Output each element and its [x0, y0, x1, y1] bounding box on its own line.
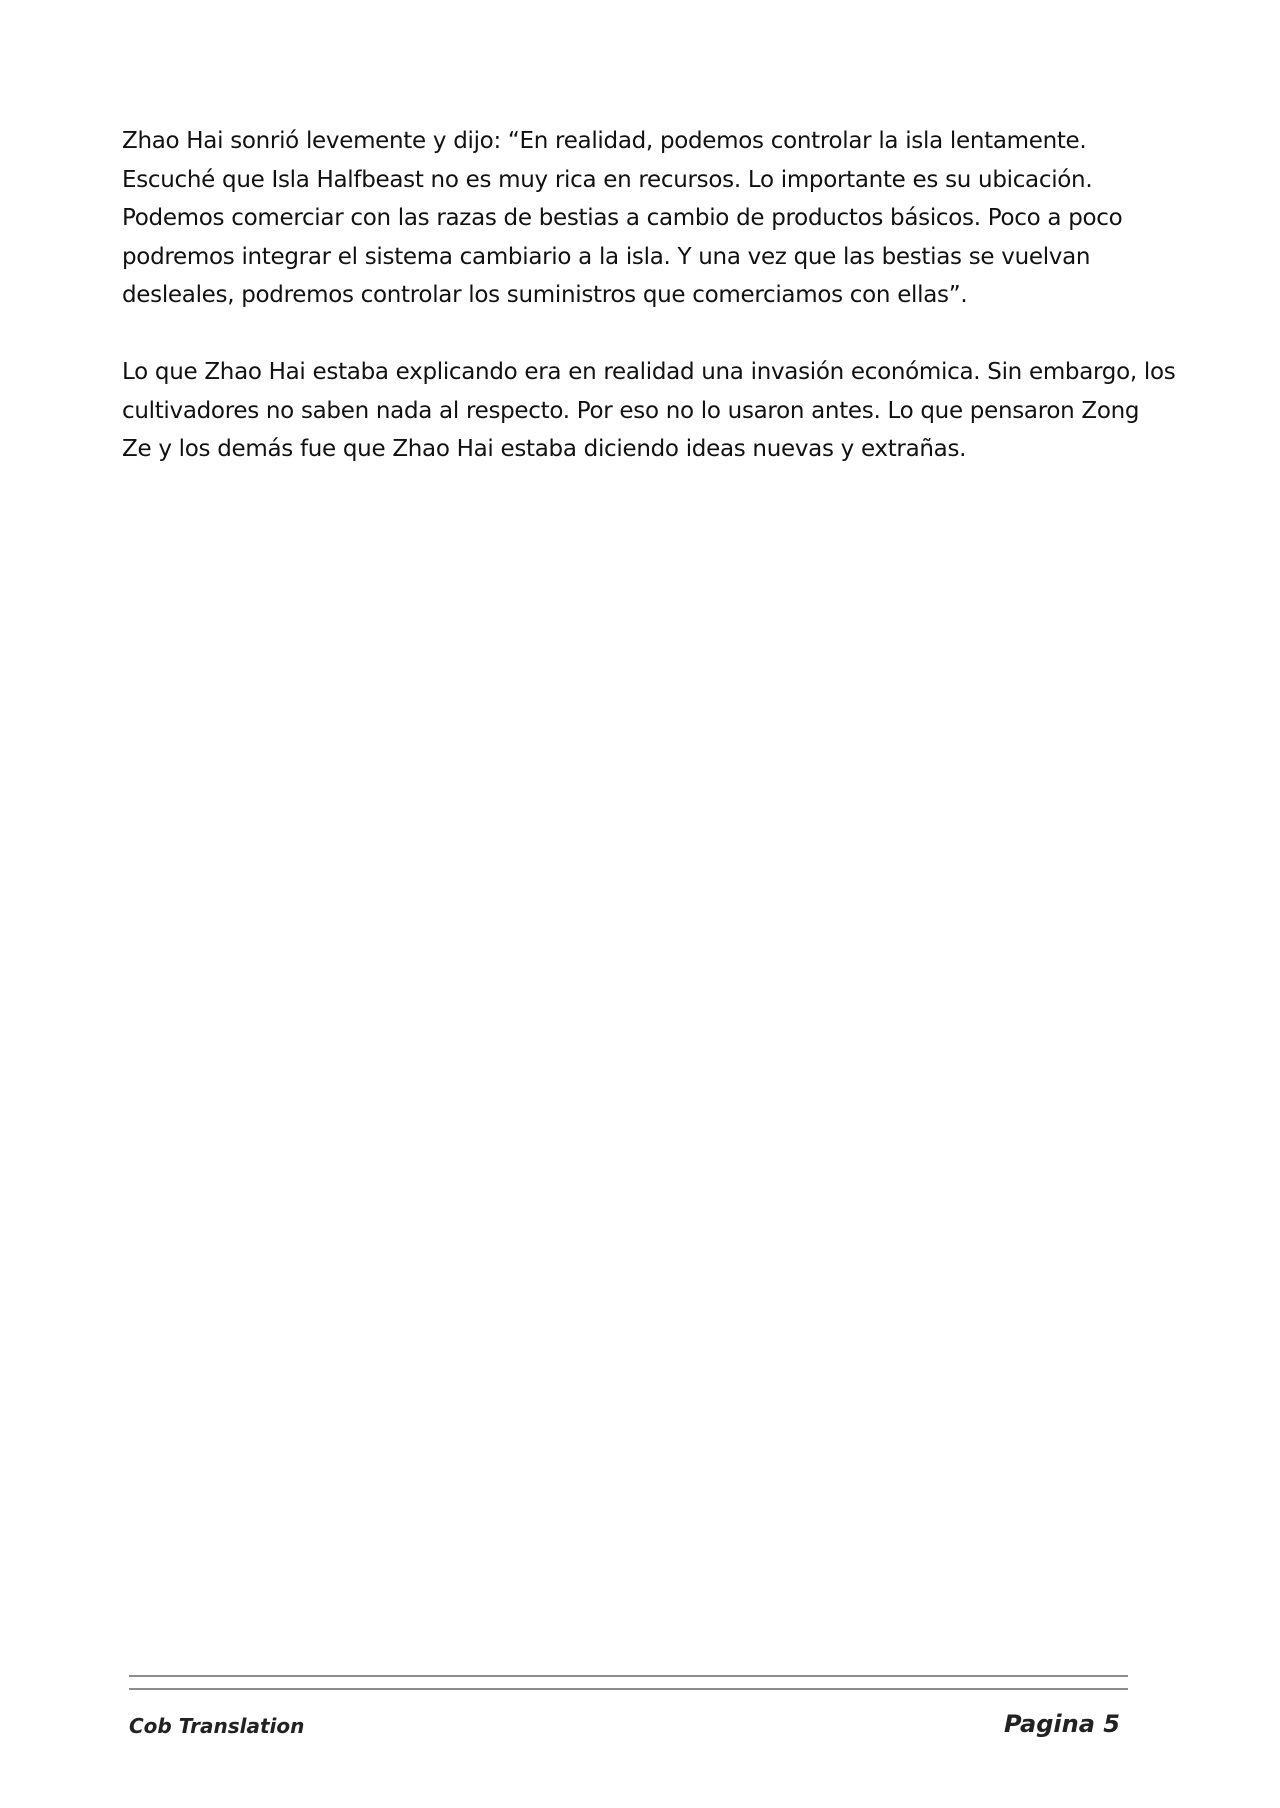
footer-publisher: Cob Translation: [129, 1714, 305, 1738]
paragraph-spacer: [122, 315, 1137, 354]
text-line: Ze y los demás fue que Zhao Hai estaba diciendo ideas nuevas y extrañas.: [122, 436, 967, 462]
footer-rule-top: [129, 1675, 1128, 1677]
text-line: podremos integrar el sistema cambiario a la isla. Y una vez que las bestias se vuelvan: [122, 243, 1091, 270]
paragraph-1: [122, 122, 1137, 315]
text-line: Zhao Hai sonrió levemente y dijo: “En realidad, podemos controlar la isla lentamente.: [122, 128, 1087, 154]
text-line: desleales, podremos controlar los suministros que comerciamos con ellas”.: [122, 282, 968, 308]
text-line: cultivadores no saben nada al respecto. Por eso no lo usaron antes. Lo que pensaron Zong: [122, 397, 1140, 424]
paragraph-2: [122, 353, 1176, 469]
text-line: Podemos comerciar con las razas de bestias a cambio de productos básicos. Poco a poco: [122, 205, 1123, 231]
footer-rule-bottom: [129, 1688, 1128, 1690]
text-line: Escuché que Isla Halfbeast no es muy rica en recursos. Lo importante es su ubicación.: [122, 166, 1093, 193]
body-text: [122, 122, 1176, 469]
text-line: Lo que Zhao Hai estaba explicando era en realidad una invasión económica. Sin embargo, los: [122, 359, 1176, 385]
footer-page-number: Pagina 5: [1004, 1710, 1120, 1738]
